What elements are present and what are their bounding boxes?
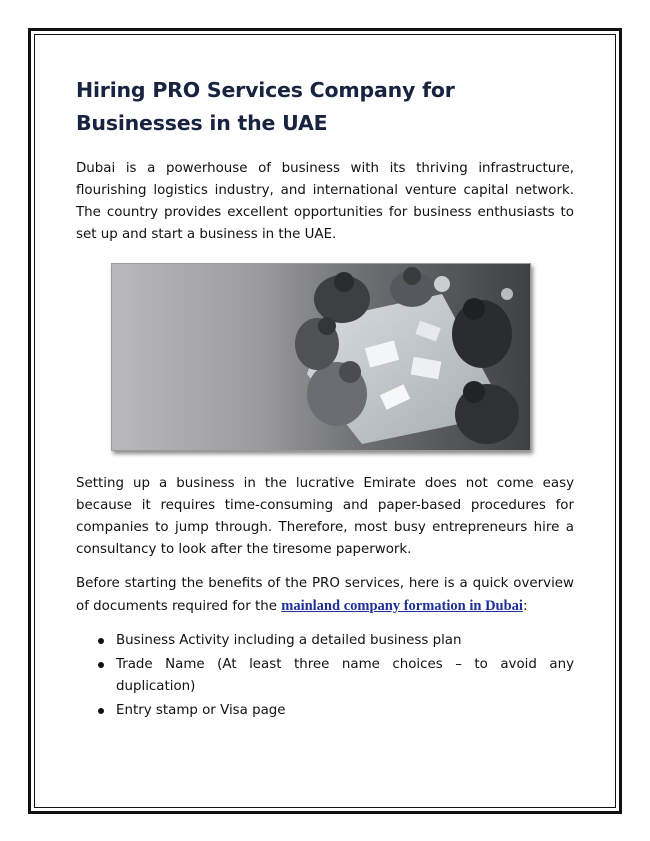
list-item: [76, 700, 574, 722]
bullet-icon: [98, 708, 104, 714]
list-item: [76, 630, 574, 652]
documents-list: [76, 630, 574, 722]
list-item-text: Trade Name (At least three name choices – to avoid any duplication): [116, 657, 574, 694]
setup-paragraph: Setting up a business in the lucrative Emirate does not come easy because it requires time-consuming and paper-based procedures for companies to jump through. Therefore, most busy entrepreneurs hire a consultancy to look after the tiresome paperwork.: [76, 476, 574, 557]
list-item-text: Business Activity including a detailed business plan: [116, 633, 462, 648]
documents-intro-text: Before starting the benefits of the PRO services, here is a quick overview of documents required for the: [76, 576, 574, 614]
bullet-icon: [98, 638, 104, 644]
list-item: [76, 654, 574, 698]
documents-intro-colon: :: [522, 599, 528, 614]
bullet-icon: [98, 662, 104, 668]
list-item-text: Entry stamp or Visa page: [116, 703, 286, 718]
meeting-photo: [111, 263, 531, 451]
article-title: Hiring PRO Services Company for Businesses in the UAE: [76, 78, 455, 135]
mainland-company-formation-link[interactable]: mainland company formation in Dubai: [281, 598, 523, 614]
intro-paragraph: Dubai is a powerhouse of business with its thriving infrastructure, flourishing logistics industry, and international venture capital network. The country provides excellent opportunities for business enthusiasts to set up and start a business in the UAE.: [76, 161, 574, 242]
article-body: [76, 74, 574, 724]
documents-intro-paragraph: [76, 573, 574, 618]
